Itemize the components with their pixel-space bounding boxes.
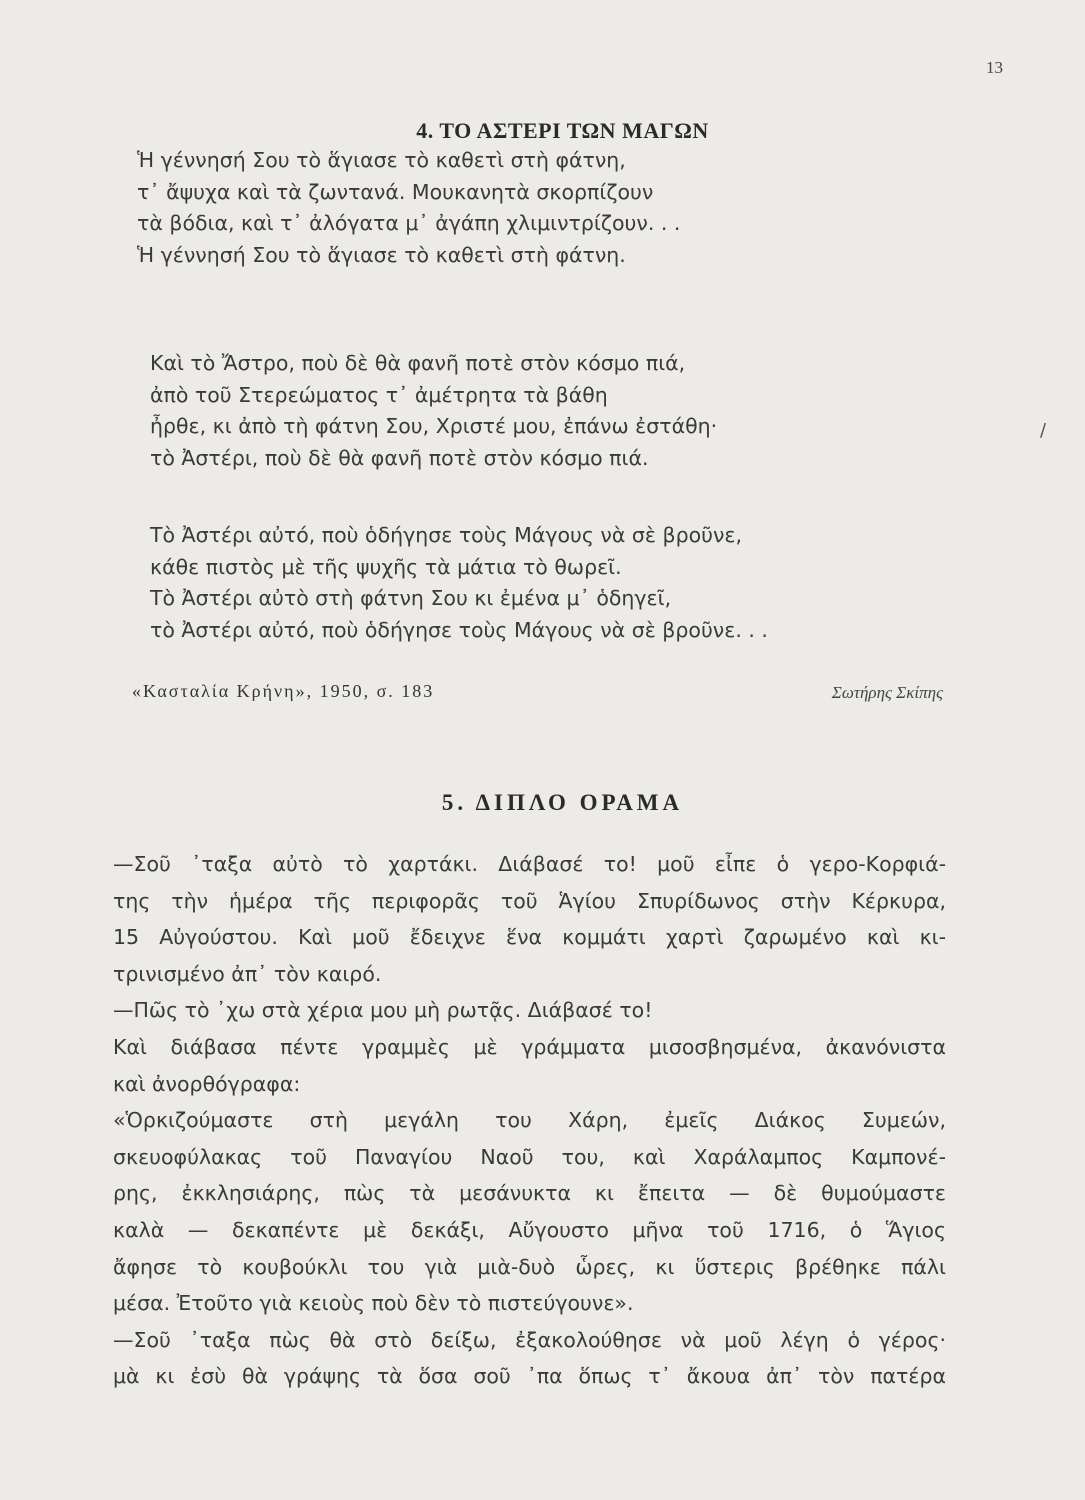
poem-line: Καὶ τὸ Ἄστρο, ποὺ δὲ θὰ φανῆ ποτὲ στὸν κόσμο πιά, <box>150 351 686 375</box>
story-line: μὰ κι ἐσὺ θὰ γράψης τὰ ὅσα σοῦ ᾽πα ὅπως τ᾽ ἄκουα ἀπ᾽ τὸν πατέρα <box>113 1364 946 1389</box>
story-line: καλὰ — δεκαπέντε μὲ δεκάξι, Αὔγουστο μῆνα τοῦ 1716, ὁ Ἅγιος <box>113 1217 946 1242</box>
poem-line: κάθε πιστὸς μὲ τῆς ψυχῆς τὰ μάτια τὸ θωρεῖ. <box>150 554 622 579</box>
story-line: —Σοῦ ᾽ταξα αὐτὸ τὸ χαρτάκι. Διάβασέ το! μοῦ εἶπε ὁ γερο-Κορφιά- <box>113 852 946 876</box>
poem-line: τὸ Ἀστέρι, ποὺ δὲ θὰ φανῆ ποτὲ στὸν κόσμο πιά. <box>150 445 649 470</box>
poem-line: Τὸ Ἀστέρι αὐτὸ στὴ φάτνη Σου κι ἐμένα μ᾽ ὁδηγεῖ, <box>150 586 672 610</box>
poem-author: Σωτήρης Σκίπης <box>831 683 943 702</box>
poem-line: Ἡ γέννησή Σου τὸ ἅγιασε τὸ καθετὶ στὴ φάτνη. <box>137 242 626 267</box>
story-line: «Ὁρκιζούμαστε στὴ μεγάλη του Χάρη, ἐμεῖς Διάκος Συμεών, <box>113 1108 946 1133</box>
poem-title: 4. ΤΟ ΑΣΤΕΡΙ ΤΩΝ ΜΑΓΩΝ <box>416 118 709 143</box>
poem-stanza-1 <box>137 145 680 271</box>
poem-citation: «Κασταλία Κρήνη», 1950, σ. 183 <box>132 681 435 701</box>
margin-mark: / <box>1040 420 1047 441</box>
story-line: —Σοῦ ᾽ταξα πὼς θὰ στὸ δείξω, ἐξακολούθησε νὰ μοῦ λέγη ὁ γέρος· <box>113 1327 946 1352</box>
poem-stanza-3 <box>150 520 768 646</box>
story-line: σκευοφύλακας τοῦ Παναγίου Ναοῦ του, καὶ Χαράλαμπος Καμπονέ- <box>113 1144 946 1169</box>
story-line: ρης, ἐκκλησιάρης, πὼς τὰ μεσάνυκτα κι ἔπειτα — δὲ θυμούμαστε <box>113 1181 946 1206</box>
poem-stanza-2 <box>150 348 717 474</box>
story-line: καὶ ἀνορθόγραφα: <box>113 1071 301 1096</box>
page-number: 13 <box>986 58 1003 77</box>
story-line: 15 Αὐγούστου. Καὶ μοῦ ἔδειχνε ἕνα κομμάτι χαρτὶ ζαρωμένο καὶ κι- <box>113 925 946 950</box>
poem-line: τὰ βόδια, καὶ τ᾽ ἀλόγατα μ᾽ ἀγάπη χλιμιντρίζουν. . . <box>137 211 681 235</box>
story-line: ἄφησε τὸ κουβούκλι του γιὰ μιὰ-δυὸ ὧρες, κι ὕστερις βρέθηκε πάλι <box>113 1254 946 1279</box>
poem-line: ἀπὸ τοῦ Στερεώματος τ᾽ ἀμέτρητα τὰ βάθη <box>150 382 608 407</box>
story-line: της τὴν ἡμέρα τῆς περιφορᾶς τοῦ Ἁγίου Σπυρίδωνος στὴν Κέρκυρα, <box>113 888 946 913</box>
story-line: —Πῶς τὸ ᾽χω στὰ χέρια μου μὴ ρωτᾷς. Διάβασέ το! <box>113 998 653 1023</box>
poem-line: τ᾽ ἄψυχα καὶ τὰ ζωντανά. Μουκανητὰ σκορπίζουν <box>137 179 654 204</box>
poem-line: Τὸ Ἀστέρι αὐτό, ποὺ ὁδήγησε τοὺς Μάγους νὰ σὲ βροῦνε, <box>150 523 743 547</box>
poem-line: ἦρθε, κι ἀπὸ τὴ φάτνη Σου, Χριστέ μου, ἐπάνω ἐστάθη· <box>150 414 718 438</box>
poem-line: Ἡ γέννησή Σου τὸ ἅγιασε τὸ καθετὶ στὴ φάτνη, <box>137 148 626 172</box>
poem-line: τὸ Ἀστέρι αὐτό, ποὺ ὁδήγησε τοὺς Μάγους νὰ σὲ βροῦνε. . . <box>150 617 768 642</box>
story-title: 5. ΔΙΠΛΟ ΟΡΑΜΑ <box>441 790 684 815</box>
story-body <box>113 846 946 1395</box>
story-line: Καὶ διάβασα πέντε γραμμὲς μὲ γράμματα μισοσβησμένα, ἀκανόνιστα <box>113 1034 946 1059</box>
story-line: τρινισμένο ἀπ᾽ τὸν καιρό. <box>113 961 382 986</box>
story-line: μέσα. Ἐτοῦτο γιὰ κειοὺς ποὺ δὲν τὸ πιστεύγουνε». <box>113 1291 634 1316</box>
